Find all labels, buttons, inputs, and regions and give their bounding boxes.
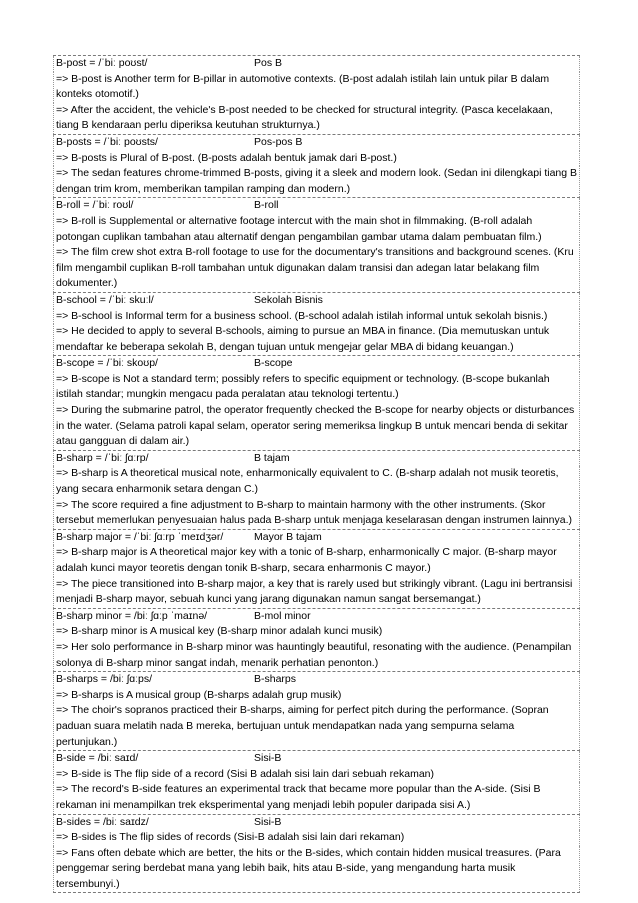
entry-translation: Pos B	[254, 57, 283, 69]
entry-term: B-school = /ˈbiː skuːl/	[56, 293, 154, 306]
dictionary-entry	[53, 815, 580, 894]
dictionary-entry	[53, 293, 580, 356]
entry-term: B-sharps = /biː ʃɑːps/	[56, 673, 153, 686]
entry-translation: Sisi-B	[254, 752, 282, 765]
entry-example: => After the accident, the vehicle's B-post needed to be checked for structural integrity. (Pasca kecelakaan, tiang B kendaraan perlu diperiksa keutuhan strukturnya.)	[53, 103, 580, 134]
entry-header	[53, 530, 580, 546]
entry-header	[53, 198, 580, 214]
entry-translation: Sekolah Bisnis	[254, 293, 323, 306]
dictionary-entry	[53, 135, 580, 198]
entry-term: B-post = /ˈbiː poʊst/	[56, 57, 148, 69]
entry-term: B-sharp major = /ˈbiː ʃɑːrp ˈmeɪdʒər/	[56, 530, 224, 543]
entry-term: B-roll = /ˈbiː roʊl/	[56, 199, 134, 212]
entry-example: => The film crew shot extra B-roll footage to use for the documentary's transitions and background scenes. (Kru film mengambil cuplikan B-roll tambahan untuk digunakan dalam transisi dan adegan latar belakang film dokumenter.)	[53, 245, 580, 292]
entry-term: B-posts = /ˈbiː poʊsts/	[56, 135, 158, 148]
entry-example: => He decided to apply to several B-schools, aiming to pursue an MBA in finance. (Dia memutuskan untuk mendaftar ke beberapa sekolah B, dengan tujuan untuk mengejar gelar MBA di bidang keuangan.)	[53, 324, 580, 355]
entry-definition: => B-sides is The flip sides of records (Sisi-B adalah sisi lain dari rekaman)	[53, 830, 580, 846]
dictionary-entry	[53, 451, 580, 530]
dictionary-entry	[53, 530, 580, 609]
entry-definition: => B-scope is Not a standard term; possibly refers to specific equipment or technology. (B-scope bukanlah istilah standar; mungkin mengacu pada peralatan atau teknologi tertentu.)	[53, 372, 580, 403]
entry-definition: => B-sharps is A musical group (B-sharps adalah grup musik)	[53, 688, 580, 704]
entry-header	[53, 451, 580, 467]
entry-definition: => B-posts is Plural of B-post. (B-posts adalah bentuk jamak dari B-post.)	[53, 151, 580, 167]
dictionary-entry	[53, 198, 580, 293]
entry-term: B-sides = /biː saɪdz/	[56, 815, 149, 828]
entry-term: B-sharp = /ˈbiː ʃɑːrp/	[56, 451, 149, 464]
entry-definition: => B-side is The flip side of a record (Sisi B adalah sisi lain dari sebuah rekaman)	[53, 767, 580, 783]
dictionary-entry	[53, 672, 580, 751]
entry-definition: => B-sharp minor is A musical key (B-sharp minor adalah kunci musik)	[53, 624, 580, 640]
entry-definition: => B-roll is Supplemental or alternative footage intercut with the main shot in filmmaking. (B-roll adalah potongan cuplikan tambahan atau alternatif dengan pengambilan gambar utama dalam pembuatan film.)	[53, 214, 580, 245]
dictionary-entry	[53, 609, 580, 672]
entry-example: => The record's B-side features an experimental track that became more popular than the A-side. (Sisi B rekaman ini menampilkan trek eksperimental yang menjadi lebih populer daripada sisi A.)	[53, 782, 580, 813]
entry-example: => The piece transitioned into B-sharp major, a key that is rarely used but strikingly vibrant. (Lagu ini bertransisi menjadi B-sharp mayor, sebuah kunci yang jarang digunakan namun sangat bersemangat.)	[53, 577, 580, 608]
entry-translation: B-scope	[254, 357, 293, 370]
entry-definition: => B-sharp is A theoretical musical note, enharmonically equivalent to C. (B-sharp adalah not musik teoretis, yang secara enharmonik setara dengan C.)	[53, 466, 580, 497]
entry-term: B-scope = /ˈbiː skoʊp/	[56, 357, 158, 370]
entry-header	[53, 135, 580, 151]
entry-translation: Sisi-B	[254, 815, 282, 828]
entry-term: B-sharp minor = /biː ʃɑːp ˈmaɪnə/	[56, 609, 208, 622]
entry-translation: Pos-pos B	[254, 135, 303, 148]
dictionary-entry	[53, 751, 580, 814]
entry-definition: => B-sharp major is A theoretical major key with a tonic of B-sharp, enharmonically C major. (B-sharp mayor adalah kunci mayor teoretis dengan tonik B-sharp, secara enharmonis C mayor.)	[53, 545, 580, 576]
entry-translation: B-mol minor	[254, 609, 311, 622]
entry-header	[53, 609, 580, 625]
entry-example: => During the submarine patrol, the operator frequently checked the B-scope for nearby objects or disturbances in the water. (Selama patroli kapal selam, operator sering memeriksa lingkup B untuk mencari benda di sekitar atau gangguan di dalam air.)	[53, 403, 580, 450]
entry-example: => Fans often debate which are better, the hits or the B-sides, which contain hidden musical treasures. (Para penggemar sering berdebat mana yang lebih baik, hits atau B-side, yang mengandung harta musik tersembunyi.)	[53, 846, 580, 893]
entry-example: => The score required a fine adjustment to B-sharp to maintain harmony with the other instruments. (Skor tersebut memerlukan penyesuaian halus pada B-sharp untuk menjaga keselarasan dengan instrumen lainnya.)	[53, 498, 580, 529]
entry-example: => The sedan features chrome-trimmed B-posts, giving it a sleek and modern look. (Sedan ini dilengkapi tiang B dengan trim krom, memberikan tampilan ramping dan modern.)	[53, 166, 580, 197]
entry-header	[53, 293, 580, 309]
entry-translation: B-sharps	[254, 673, 297, 686]
entry-translation: B-roll	[254, 199, 279, 212]
entry-header	[53, 356, 580, 372]
entry-definition: => B-post is Another term for B-pillar in automotive contexts. (B-post adalah istilah lain untuk pilar B dalam konteks otomotif.)	[53, 72, 580, 103]
dictionary-entry	[53, 356, 580, 451]
entry-definition: => B-school is Informal term for a business school. (B-school adalah istilah informal untuk sekolah bisnis.)	[53, 309, 580, 325]
entry-header	[53, 751, 580, 767]
entry-header	[53, 672, 580, 688]
dictionary-entry	[53, 55, 580, 135]
entry-translation: Mayor B tajam	[254, 530, 322, 543]
entry-example: => The choir's sopranos practiced their B-sharps, aiming for perfect pitch during the performance. (Sopran paduan suara melatih nada B mereka, bertujuan untuk mendapatkan nada yang sempurna selama pertunjukan.)	[53, 703, 580, 750]
entry-term: B-side = /biː saɪd/	[56, 752, 139, 765]
dictionary-entries	[53, 55, 580, 893]
entry-example: => Her solo performance in B-sharp minor was hauntingly beautiful, resonating with the audience. (Penampilan solonya di B-sharp minor sangat indah, menarik perhatian penonton.)	[53, 640, 580, 671]
entry-translation: B tajam	[254, 451, 290, 464]
entry-header	[53, 56, 580, 72]
entry-header	[53, 815, 580, 831]
